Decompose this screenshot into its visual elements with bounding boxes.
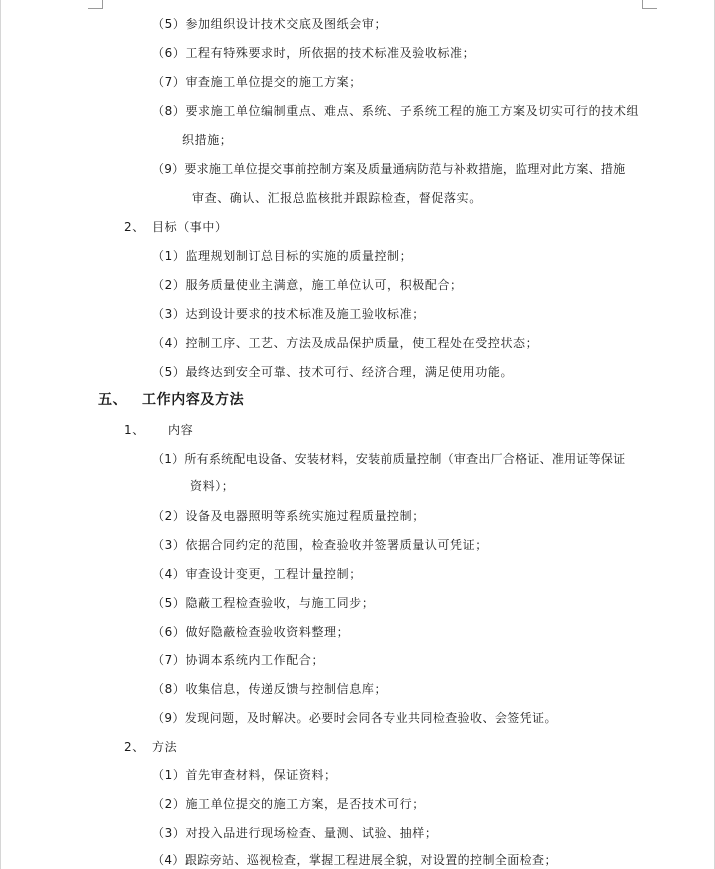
item-text: 发现问题，及时解决。必要时会同各专业共同检查验收、会签凭证。: [184, 711, 557, 725]
subsection-heading: [124, 739, 177, 755]
subsection-heading: [124, 422, 193, 438]
item-number: （7）: [152, 653, 186, 667]
item-number: （1）: [152, 452, 185, 466]
list-item: [152, 595, 374, 611]
item-text: 施工单位提交的施工方案，是否技术可行；: [185, 797, 425, 811]
list-item: [152, 681, 387, 697]
list-item: [152, 306, 425, 322]
list-item: [152, 537, 488, 553]
item-number: （7）: [152, 75, 186, 89]
item-text: 控制工序、工艺、方法及成品保护质量，使工程处在受控状态；: [185, 336, 539, 350]
list-item-continuation: [182, 132, 232, 148]
list-item: [152, 710, 557, 726]
item-number: （2）: [152, 797, 186, 811]
list-item: [152, 277, 463, 293]
list-item: [152, 767, 337, 783]
page-left-edge: [0, 0, 1, 869]
item-number: （8）: [152, 682, 186, 696]
item-number: （9）: [152, 711, 185, 725]
item-text: 首先审查材料，保证资料；: [185, 768, 337, 782]
subsection-title: 方法: [152, 740, 178, 754]
item-text: 设备及电器照明等系统实施过程质量控制；: [185, 509, 425, 523]
item-number: （2）: [152, 509, 186, 523]
subsection-number: 1、: [124, 423, 145, 437]
subsection-heading: [124, 219, 228, 235]
list-item: [152, 566, 362, 582]
list-item: [152, 624, 349, 640]
item-text: 协调本系统内工作配合；: [185, 653, 325, 667]
item-text: 最终达到安全可靠、技术可行、经济合理，满足使用功能。: [185, 365, 514, 379]
section-title: 工作内容及方法: [142, 392, 245, 408]
item-text: 达到设计要求的技术标准及施工验收标准；: [185, 307, 425, 321]
item-number: （3）: [152, 538, 186, 552]
item-text: 对投入品进行现场检查、量测、试验、抽样；: [185, 826, 438, 840]
item-text: 审查、确认、汇报总监核批并跟踪检查，督促落实。: [192, 191, 482, 205]
list-item: [152, 16, 387, 32]
item-text: 审查施工单位提交的施工方案；: [185, 75, 362, 89]
item-text: 收集信息，传递反馈与控制信息库；: [185, 682, 388, 696]
item-text: 审查设计变更，工程计量控制；: [185, 567, 362, 581]
item-text: 要求施工单位提交事前控制方案及质量通病防范与补救措施，监理对此方案、措施: [184, 162, 626, 176]
list-item: [152, 335, 538, 351]
list-item: [152, 796, 425, 812]
list-item: [152, 825, 437, 841]
item-text: 要求施工单位编制重点、难点、系统、子系统工程的施工方案及切实可行的技术组: [185, 104, 640, 118]
item-text: 资料）；: [190, 479, 235, 493]
margin-corner-mark-right: [642, 0, 657, 9]
item-number: （4）: [152, 567, 186, 581]
item-number: （6）: [152, 46, 186, 60]
item-text: 工程有特殊要求时，所依据的技术标准及验收标准；: [185, 46, 476, 60]
item-text: 依据合同约定的范围，检查验收并签署质量认可凭证；: [185, 538, 488, 552]
item-number: （6）: [152, 625, 186, 639]
subsection-title: 目标（事中）: [152, 220, 228, 234]
list-item: [152, 45, 475, 61]
list-item: [152, 103, 639, 119]
section-heading: [98, 391, 244, 409]
list-item: [152, 74, 362, 90]
item-text: 隐蔽工程检查验收，与施工同步；: [185, 596, 375, 610]
margin-corner-mark-left: [88, 0, 103, 9]
item-text: 跟踪旁站、巡视检查，掌握工程进展全貌，对设置的控制全面检查；: [184, 853, 557, 867]
list-item: [152, 161, 625, 177]
subsection-number: 2、: [124, 220, 145, 234]
list-item: [152, 364, 513, 380]
item-text: 做好隐蔽检查验收资料整理；: [185, 625, 350, 639]
item-text: 参加组织设计技术交底及图纸会审；: [185, 17, 388, 31]
item-number: （8）: [152, 104, 186, 118]
item-text: 织措施；: [182, 133, 233, 147]
list-item: [152, 852, 557, 868]
item-number: （2）: [152, 278, 186, 292]
item-number: （1）: [152, 249, 186, 263]
item-number: （4）: [152, 853, 185, 867]
list-item: [152, 248, 412, 264]
item-text: 监理规划制订总目标的实施的质量控制；: [185, 249, 413, 263]
list-item: [152, 652, 324, 668]
item-number: （5）: [152, 365, 186, 379]
list-item: [152, 508, 425, 524]
subsection-title: 内容: [168, 423, 194, 437]
item-number: （3）: [152, 826, 186, 840]
item-number: （5）: [152, 17, 186, 31]
subsection-number: 2、: [124, 740, 145, 754]
section-number: 五、: [98, 392, 128, 408]
item-text: 所有系统配电设备、安装材料，安装前质量控制（审查出厂合格证、准用证等保证: [184, 452, 626, 466]
item-text: 服务质量使业主满意，施工单位认可，积极配合；: [185, 278, 463, 292]
list-item-continuation: [190, 478, 234, 494]
item-number: （4）: [152, 336, 186, 350]
item-number: （3）: [152, 307, 186, 321]
list-item: [152, 451, 625, 467]
item-number: （9）: [152, 162, 185, 176]
list-item-continuation: [192, 190, 482, 206]
item-number: （5）: [152, 596, 186, 610]
item-number: （1）: [152, 768, 186, 782]
